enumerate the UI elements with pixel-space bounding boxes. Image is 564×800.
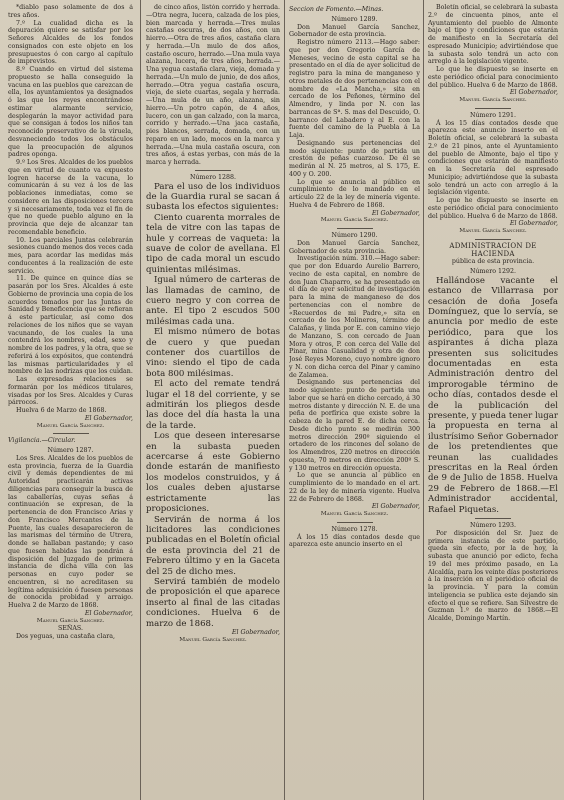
column-rule bbox=[284, 0, 285, 800]
paragraph: de cinco años, listón corrido y herrada.—Otra negra, lucera, calzada de los pies, bien marcada y herrada.—Tres mulas castañas oscuras, de dos años, con un hierro.—Otra de tres años, castaña clara y herrada.—Un mulo de dos años, castaño oscuro, herrado.—Una mula vaya alazana, lucera, de tres años, herrada.—Una yegua castaña clara, vieja, domada y herrada.—Un mulo de junio, de dos años, herrado.—Otra yegua castaña oscura, vieja, de siete cuartas, segala y herrada.—Una mula de un año, alazana, sin hierro.—Un potro capón, de 4 años, lucero, con un gan calzado, con la marca, corrido y herrado.—Una jaca castaña, pies blancos, serrada, domada, con un reparo en un lado, mocos en la marca y herrada.—Una mula castaña oscura, con tres años, á estas yerbas, con más de la marca y herrada. bbox=[146, 4, 280, 166]
signature-title: El Gobernador, bbox=[509, 89, 558, 97]
notice-number: Número 1292. bbox=[469, 268, 517, 275]
signature-name: Manuel García Sanchez. bbox=[36, 617, 105, 624]
signature-name: Manuel García Sanchez. bbox=[36, 422, 105, 429]
notice-number: Número 1278. bbox=[331, 525, 378, 533]
paragraph: Igual número de carteras de las llamadas de camino, de cuero negro y con correa de ante. El tipo 2 escudos 500 milésimas cada una. bbox=[146, 275, 280, 327]
separator-rule bbox=[475, 518, 511, 519]
paragraph: Lo que he dispuesto se inserte en este periódico oficial para conocimiento del público. Huelva 6 de Marzo de 1868. bbox=[428, 66, 558, 89]
notice-number: Número 1288. bbox=[189, 173, 237, 181]
centered-text: pública de esta provincia. bbox=[451, 258, 535, 266]
paragraph: El mismo número de botas de cuero y que puedan contener dos cuartillos de vino: siendo el tipo de cada bota 800 milésimas. bbox=[146, 327, 280, 379]
separator-rule bbox=[53, 433, 89, 434]
paragraph: 10. Los parciales Juntas celebrarán sesiones cuando menos dos veces cada mes, para acordar las medidas más conducentes á la realización de este servicio. bbox=[8, 236, 133, 275]
column-4 bbox=[428, 4, 558, 798]
paragraph: Lo que se anuncia al público en cumplimiento de lo mandado en el art. 22 de la ley de minería vigente. Huelva 22 de Febrero de 1868. bbox=[289, 472, 420, 503]
paragraph: Servirá también de modelo de proposición el que aparece inserto al final de las citadas condiciones. Huelva 6 de marzo de 1868. bbox=[146, 576, 280, 629]
signature-title: El Gobernador, bbox=[371, 503, 420, 511]
notice-number: Número 1293. bbox=[469, 522, 517, 530]
paragraph: Registro número 2113.—Hago saber: que por don Gregorio García de Meneses, vecino de esta capital se ha presentado en el día de ayer solicitud de registro para la mina de manganeso y otros metales de dos pertenencias con el nombre de «La Mancha,» sita en cercado de los Peñones, término del Almendro, y linda por N. con las barrancas de Sª. S. mas del Descuido, O. barranco del Labadero y al E. con la fuente del camino de la Puebla á La Laja. bbox=[289, 39, 420, 139]
separator-rule bbox=[337, 522, 373, 523]
paragraph: Los Sres. Alcaldes de los pueblos de esta provincia, fuerza de la Guardia civil y demás dependientes de mi Autoridad practicarán activas diligencias para conseguir la busca de las caballerías, cuyas señas á continuación se expresan, de la pertenencia de don Francisco Arias y don Francisco Mercantes de la Puente, las cuales desaparecieron de las marismas del término de Utrera, donde se hallaban pastando; y caso que fuesen habidas las pondrán á disposición del Juzgado de primera instancia de dicha villa con las personas en cuyo poder se encuentren, si no acreditasen su legítima adquisición ó fuesen personas de conocida probidad y arraigo. Huelva 2 de Marzo de 1868. bbox=[8, 454, 133, 609]
paragraph: Á los 15 días contados desde que aparezca este anuncio inserto en el bbox=[289, 533, 420, 549]
notice-number: Número 1289. bbox=[331, 15, 378, 23]
signature-title: El Gobernador, bbox=[509, 220, 558, 228]
signature-title: El Gobernador, bbox=[371, 209, 420, 217]
notice-number: Número 1287. bbox=[47, 447, 94, 454]
signature-title: El Gobernador, bbox=[84, 414, 133, 422]
column-rule bbox=[423, 0, 424, 800]
paragraph: Por disposición del Sr. Juez de primera instancia de este partido, queda sin efecto, por la de hoy, la subasta que anunció por edicto, fecha 19 del mes próximo pasado, en La Alcaldía, para los veinte días posteriores á la inserción en el periódico oficial de la provincia. Y para la común inteligencia se publica este dejando sin efecto el que se refiere. San Silvestre de Guzman 1.º de marzo de 1868.—El Alcalde, Domingo Martín. bbox=[428, 529, 558, 623]
paragraph: Las expresadas relaciones se formarán por los médicos titulares, visadas por los Sres. Alcaldes y Curas párrocos. bbox=[8, 376, 133, 407]
paragraph: Investigación núm. 310.—Hago saber: que por don Eduardo Aurelio Barrero, vecino de esta capital, en nombre de don Juan Chaparro, se ha presentado en el día de ayer solicitud de investigación para la mina de manganeso de dos pertenencias con el nombre de «Recuerdos de mi Padre,» sita en cercado de los Molineros, término de Calañas, y linda por E. con camino viejo de Manzano, S. con cercado de Juan Mora y otros, P. con cerca del Valle del Pinar, mina Casualidad y otra de don José Reyes Moreno, cuyo nombre ignoro y N. con dicha cerca del Pinar y camino de Zalamea. bbox=[289, 255, 420, 379]
separator-rule bbox=[195, 170, 231, 171]
section-heading: Vigilancia.—Circular. bbox=[8, 437, 76, 445]
paragraph: 11. De quince en quince días se pasarán por los Sres. Alcaldes á este Gobierno de provincia una copia de los acuerdos tomados por las Juntas de Sanidad y Beneficencia que se refieran á este particular, así como dos relaciones de los niños que se vayan vacunando, de los cuales la una contendrá los nombres, edad, sexo y nombre de los padres, y la otra, que se referirá á los expósitos, que contendrá las mismas particularidades y el nombre de las nodrizas que los cuidan. bbox=[8, 275, 133, 376]
signature-title: El Gobernador, bbox=[231, 628, 280, 636]
paragraph: Servirán de norma á los licitadores las condiciones publicadas en el Boletín oficial de esta provincia del 21 de Febrero último y en la Gaceta del 25 de dicho mes. bbox=[146, 514, 280, 577]
paragraph: Á los 15 días contados desde que aparezca este anuncio inserto en el Boletín oficial, se celebrará la subasta 2.º de 21 pinos, ante el Ayuntamiento del pueblo de Almonte, bajo el tipo y condiciones que estarán de manifiesto en la Secretaría del espresado Municipio; advirtiéndose que la subasta solo tendrá un acto con arreglo á la legislación vigente. bbox=[428, 119, 558, 197]
paragraph: Boletín oficial, se celebrará la subasta 2.º de cincuenta pinos, ante el Ayuntamiento del pueblo de Almonte bajo el tipo y condiciones que estarán de manifiesto en la Secretaría del espresado Municipio; advirtiéndose que la subasta solo tendrá un acto con arreglo á la legislación vigente. bbox=[428, 4, 558, 66]
signature-name: Manuel García Sanchez. bbox=[459, 97, 527, 103]
section-title: ADMINISTRACION DE HACIENDA bbox=[449, 241, 537, 258]
notice-number: Número 1291. bbox=[469, 111, 517, 119]
signature-name: Manuel García Sanchez. bbox=[320, 511, 389, 517]
paragraph: Hallándose vacante el estanco de Villarrasa por cesación de doña Josefa Domínguez, que lo servía, se anuncia por medio de este periódico, para que los aspirantes á dicha plaza presenten sus solicitudes documentadas en esta Administración dentro del improrogable término de ocho días, contados desde el de la publicación del presente, y pueda tener lugar la propuesta en terna al ilustrísimo Señor Gobernador de los pretendientes que reunan las cualidades prescritas en la Real órden de 9 de Julio de 1858. Huelva 29 de Febrero de 1868.—El Administrador accidental, Rafael Piquetas. bbox=[428, 275, 558, 515]
paragraph: Para el uso de los individuos de la Guardia rural se sacan á subasta los efectos siguientes: bbox=[146, 181, 280, 213]
paragraph: 7.º La cualidad dicha es la depuración quiere se satisfar por los Señores Alcaldes de los fondos consignados con este objeto en los presupuestos ó con cargo al capítulo de imprevistos. bbox=[8, 19, 133, 66]
separator-rule bbox=[475, 239, 511, 240]
paragraph: Don Manuel García Sanchez, Gobernador de esta provincia. bbox=[289, 239, 420, 255]
paragraph: Designando sus pertenencias del modo siguiente: punto de partida una labor que se hará en dicho cercado, á 30 metros distante y dirección N. E. de una peña de porfírica que existe sobre la cabeza de la pared E. de dicha cerca. Desde dicho punto se medirán 300 metros dirección 290º siguiendo el ortadero de los rincones del solano de los Almendros, 220 metros en dirección opuesta, 70 metros en dirección 200º S. y 130 metros en dirección opuesta. bbox=[289, 379, 420, 472]
paragraph: Don Manuel García Sanchez, Gobernador de esta provincia. bbox=[289, 23, 420, 39]
signature-name: Manuel García Sanchez. bbox=[179, 636, 247, 643]
centered-text: SEÑAS. bbox=[57, 625, 84, 633]
paragraph: 8.º Cuando en virtud del sistema propuesto se halla conseguido la vacuna en las pueblos que carezcan de ella, los ayuntamientos ya designados ó las que los reyes encontrándose estimar alarmante servicio, desplegarán la mayor actividad para que se consigan á todos los niños tan reconocido preservativo de la viruela, desvaneciendo todos los obstáculos que la preocupación de algunos padres oponga. bbox=[8, 66, 133, 159]
column-3 bbox=[289, 4, 420, 798]
paragraph: Lo que he dispuesto se inserte en este periódico oficial para conocimiento del público. Huelva 6 de Marzo de 1868. bbox=[428, 197, 558, 220]
paragraph: Dos yeguas, una castaña clara, bbox=[16, 633, 115, 640]
paragraph: Ciento cuarenta morrales de tela de vitre con las tapas de hule y correas de vaqueta: la suave de color de avellana. El tipo de cada moral un escudo quinientas milésimas. bbox=[146, 212, 280, 275]
notice-number: Número 1290. bbox=[331, 232, 378, 239]
separator-rule bbox=[337, 228, 373, 229]
paragraph: *diablo paso solamente de dos á tres años. bbox=[8, 4, 133, 19]
column-2 bbox=[146, 4, 280, 798]
paragraph: Designando sus pertenencias del modo siguiente: punto de partida un crestón de peñas cuarzoso. De él se medirán al N. 25 metros, al S. 175, E. 400 y O. 200. bbox=[289, 139, 420, 178]
paragraph: El acto del remate tendrá lugar el 18 del corriente, y se admitirán los pliegos desde las doce del día hasta la una de la tarde. bbox=[146, 379, 280, 431]
column-1 bbox=[8, 4, 133, 798]
column-rule bbox=[140, 0, 141, 800]
paragraph: Lo que se anuncia al público en cumplimiento de lo mandado en el artículo 22 de la ley de minería vigente. Huelva 4 de Febrero de 1868. bbox=[289, 178, 420, 209]
section-heading: Seccion de Fomento.—Minas. bbox=[289, 6, 384, 13]
signature-title: El Gobernador, bbox=[84, 609, 133, 617]
paragraph: 9.º Los Sres. Alcaldes de los pueblos que en virtud de cuanto va expuesto logren hacerse de la vacuna, lo comunicarán á su vez á los de las poblaciones inmediatas, como se considere en las disposiciones tercera y si necesariamente, toda vez el fin de que no quede pueblo alguno en la provincia que deje de alcanzar tan recomendable beneficio. bbox=[8, 159, 133, 236]
separator-rule bbox=[475, 108, 511, 109]
paragraph: Huelva 6 de Marzo de 1868. bbox=[16, 407, 107, 414]
paragraph: Los que deseen interesarse en la subasta pueden acercarse á este Gobierno donde estarán de manifiesto los modelos construidos, y á los cuales deben ajustarse estrictamente las proposiciones. bbox=[146, 431, 280, 515]
signature-name: Manuel García Sanchez. bbox=[459, 228, 527, 234]
signature-name: Manuel García Sanchez. bbox=[320, 217, 389, 224]
